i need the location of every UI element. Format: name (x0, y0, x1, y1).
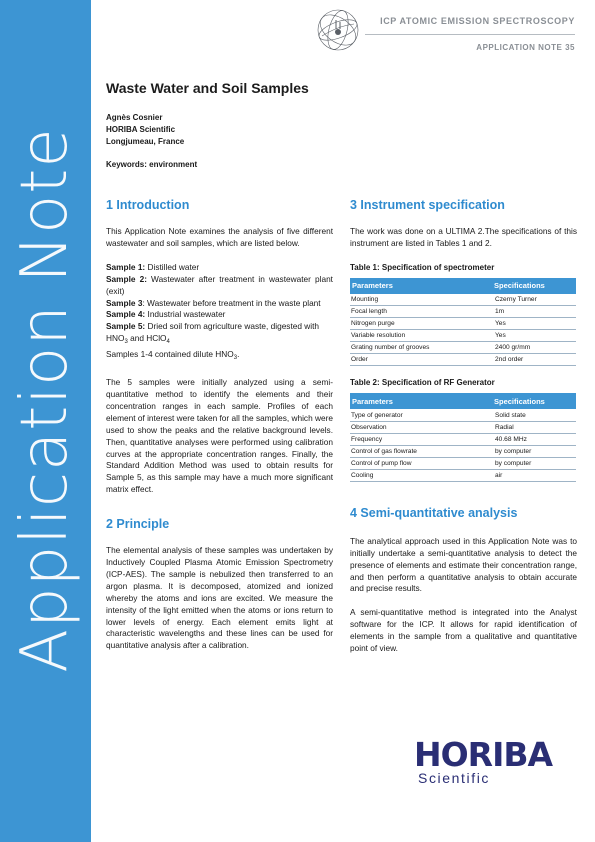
table2-caption: Table 2: Specification of RF Generator (350, 378, 495, 388)
keywords: Keywords: environment (106, 160, 198, 169)
table-row: Variable resolution Yes (350, 330, 576, 342)
table-row: Mounting Czerny Turner (350, 294, 576, 306)
table-row: Type of generator Solid state (350, 409, 576, 421)
author-company: HORIBA Scientific (106, 125, 176, 134)
header-divider (365, 34, 575, 35)
dilute-note: Samples 1-4 contained dilute $HNO_3$. (106, 349, 240, 362)
table-row: Order 2nd order (350, 354, 576, 366)
table-row: Cooling air (350, 469, 576, 481)
sidebar-band (0, 0, 91, 842)
sample-item: Sample 1: Distilled water (106, 261, 200, 272)
intro-paragraph: This Application Note examines the analysis of five different wastewater and soil samples, which are listed below. (106, 226, 333, 248)
table-row: Control of pump flow by computer (350, 457, 576, 469)
section-heading-semi-quantitative: 4 Semi-quantitative analysis (350, 505, 518, 520)
table-row: Focal length 1m (350, 306, 576, 318)
rf-generator-table (350, 393, 576, 482)
horiba-logo (414, 735, 580, 786)
semi-paragraph-2: A semi-quantitative method is integrated into the Analyst software for the ICP. It allows for rapid identification of elements in the sample from a qualitative and quantitative point of view. (350, 607, 577, 654)
right-column (350, 198, 577, 655)
table-row: Control of gas flowrate by computer (350, 445, 576, 457)
table-header: Parameters (350, 278, 494, 294)
table-header: Specifications (494, 278, 576, 294)
sample-item: Sample 2: Wastewater after treatment in wastewater plant (exit) (106, 273, 333, 296)
sidebar-title: Application Note (8, 127, 82, 673)
section-heading-instrument: 3 Instrument specification (350, 198, 505, 212)
header-title: ICP ATOMIC EMISSION SPECTROSCOPY (380, 16, 575, 26)
section-heading-principle: 2 Principle (106, 517, 170, 532)
globe-logo-icon (314, 6, 362, 54)
sample-item: Sample 4: Industrial wastewater (106, 309, 226, 320)
horiba-scientific-text: Scientific (418, 770, 491, 786)
author-block (106, 112, 184, 148)
sample-list (106, 262, 333, 365)
table-row: Grating number of grooves 2400 gr/mm (350, 342, 576, 354)
horiba-wordmark: HORIBA (414, 735, 553, 774)
author-location: Longjumeau, France (106, 137, 185, 146)
table1-caption: Table 1: Specification of spectrometer (350, 262, 495, 272)
spectrometer-table (350, 278, 576, 367)
table-row: Observation Radial (350, 421, 576, 433)
header (365, 16, 575, 52)
table-header: Specifications (494, 393, 576, 409)
sample-item: Sample 5: Dried soil from agriculture waste, digested with $HNO_3$ and HClO$_4$ (106, 321, 320, 346)
table-header: Parameters (350, 393, 494, 409)
instrument-paragraph: The work was done on a ULTIMA 2.The specifications of this instrument are listed in Tables 1 and 2. (350, 226, 577, 248)
author-name: Agnès Cosnier (106, 113, 163, 122)
table-row: Frequency 40.68 MHz (350, 433, 576, 445)
semi-paragraph-1: The analytical approach used in this Application Note was to initially undertake a semi-quantitative analysis to detect the presence of elements and estimate their concentration range, and then perform a quantitative analysis to obtain accurate and precise results. (350, 535, 577, 594)
left-column (106, 198, 333, 652)
application-note-number: APPLICATION NOTE 35 (476, 43, 575, 52)
intro-methods-paragraph: The 5 samples were initially analyzed using a semi-quantitative method to identify the elements and their concentration ranges in each sample. Profiles of each element of interest were taken for all the samples, which were used to show the peaks and the relative background levels. Then, quantitative analyses were performed using calibration curves at the appropriate concentration ranges. Finally, the Standard Addition Method was used to obtain results for Sample 5, as this sample may have a much more significant matrix effect. (106, 377, 333, 495)
table-row: Nitrogen purge Yes (350, 318, 576, 330)
section-heading-introduction: 1 Introduction (106, 198, 190, 212)
principle-paragraph: The elemental analysis of these samples was undertaken by Inductively Coupled Plasma Atomic Emission Spectrometry (ICP-AES). The sample is nebulized then transferred to an argon plasma. It is decomposed, atomized and ionized whereby the atoms and ions are excited. We measure the intensity of the light emitted when the atoms or ions return to lower levels of energy. Each element emits light at characteristic wavelengths and these lines can be used for quantitative analysis after a calibration. (106, 545, 333, 651)
sample-item: Sample 3: Wastewater before treatment in the waste plant (106, 297, 321, 308)
document-title: Waste Water and Soil Samples (106, 80, 309, 96)
